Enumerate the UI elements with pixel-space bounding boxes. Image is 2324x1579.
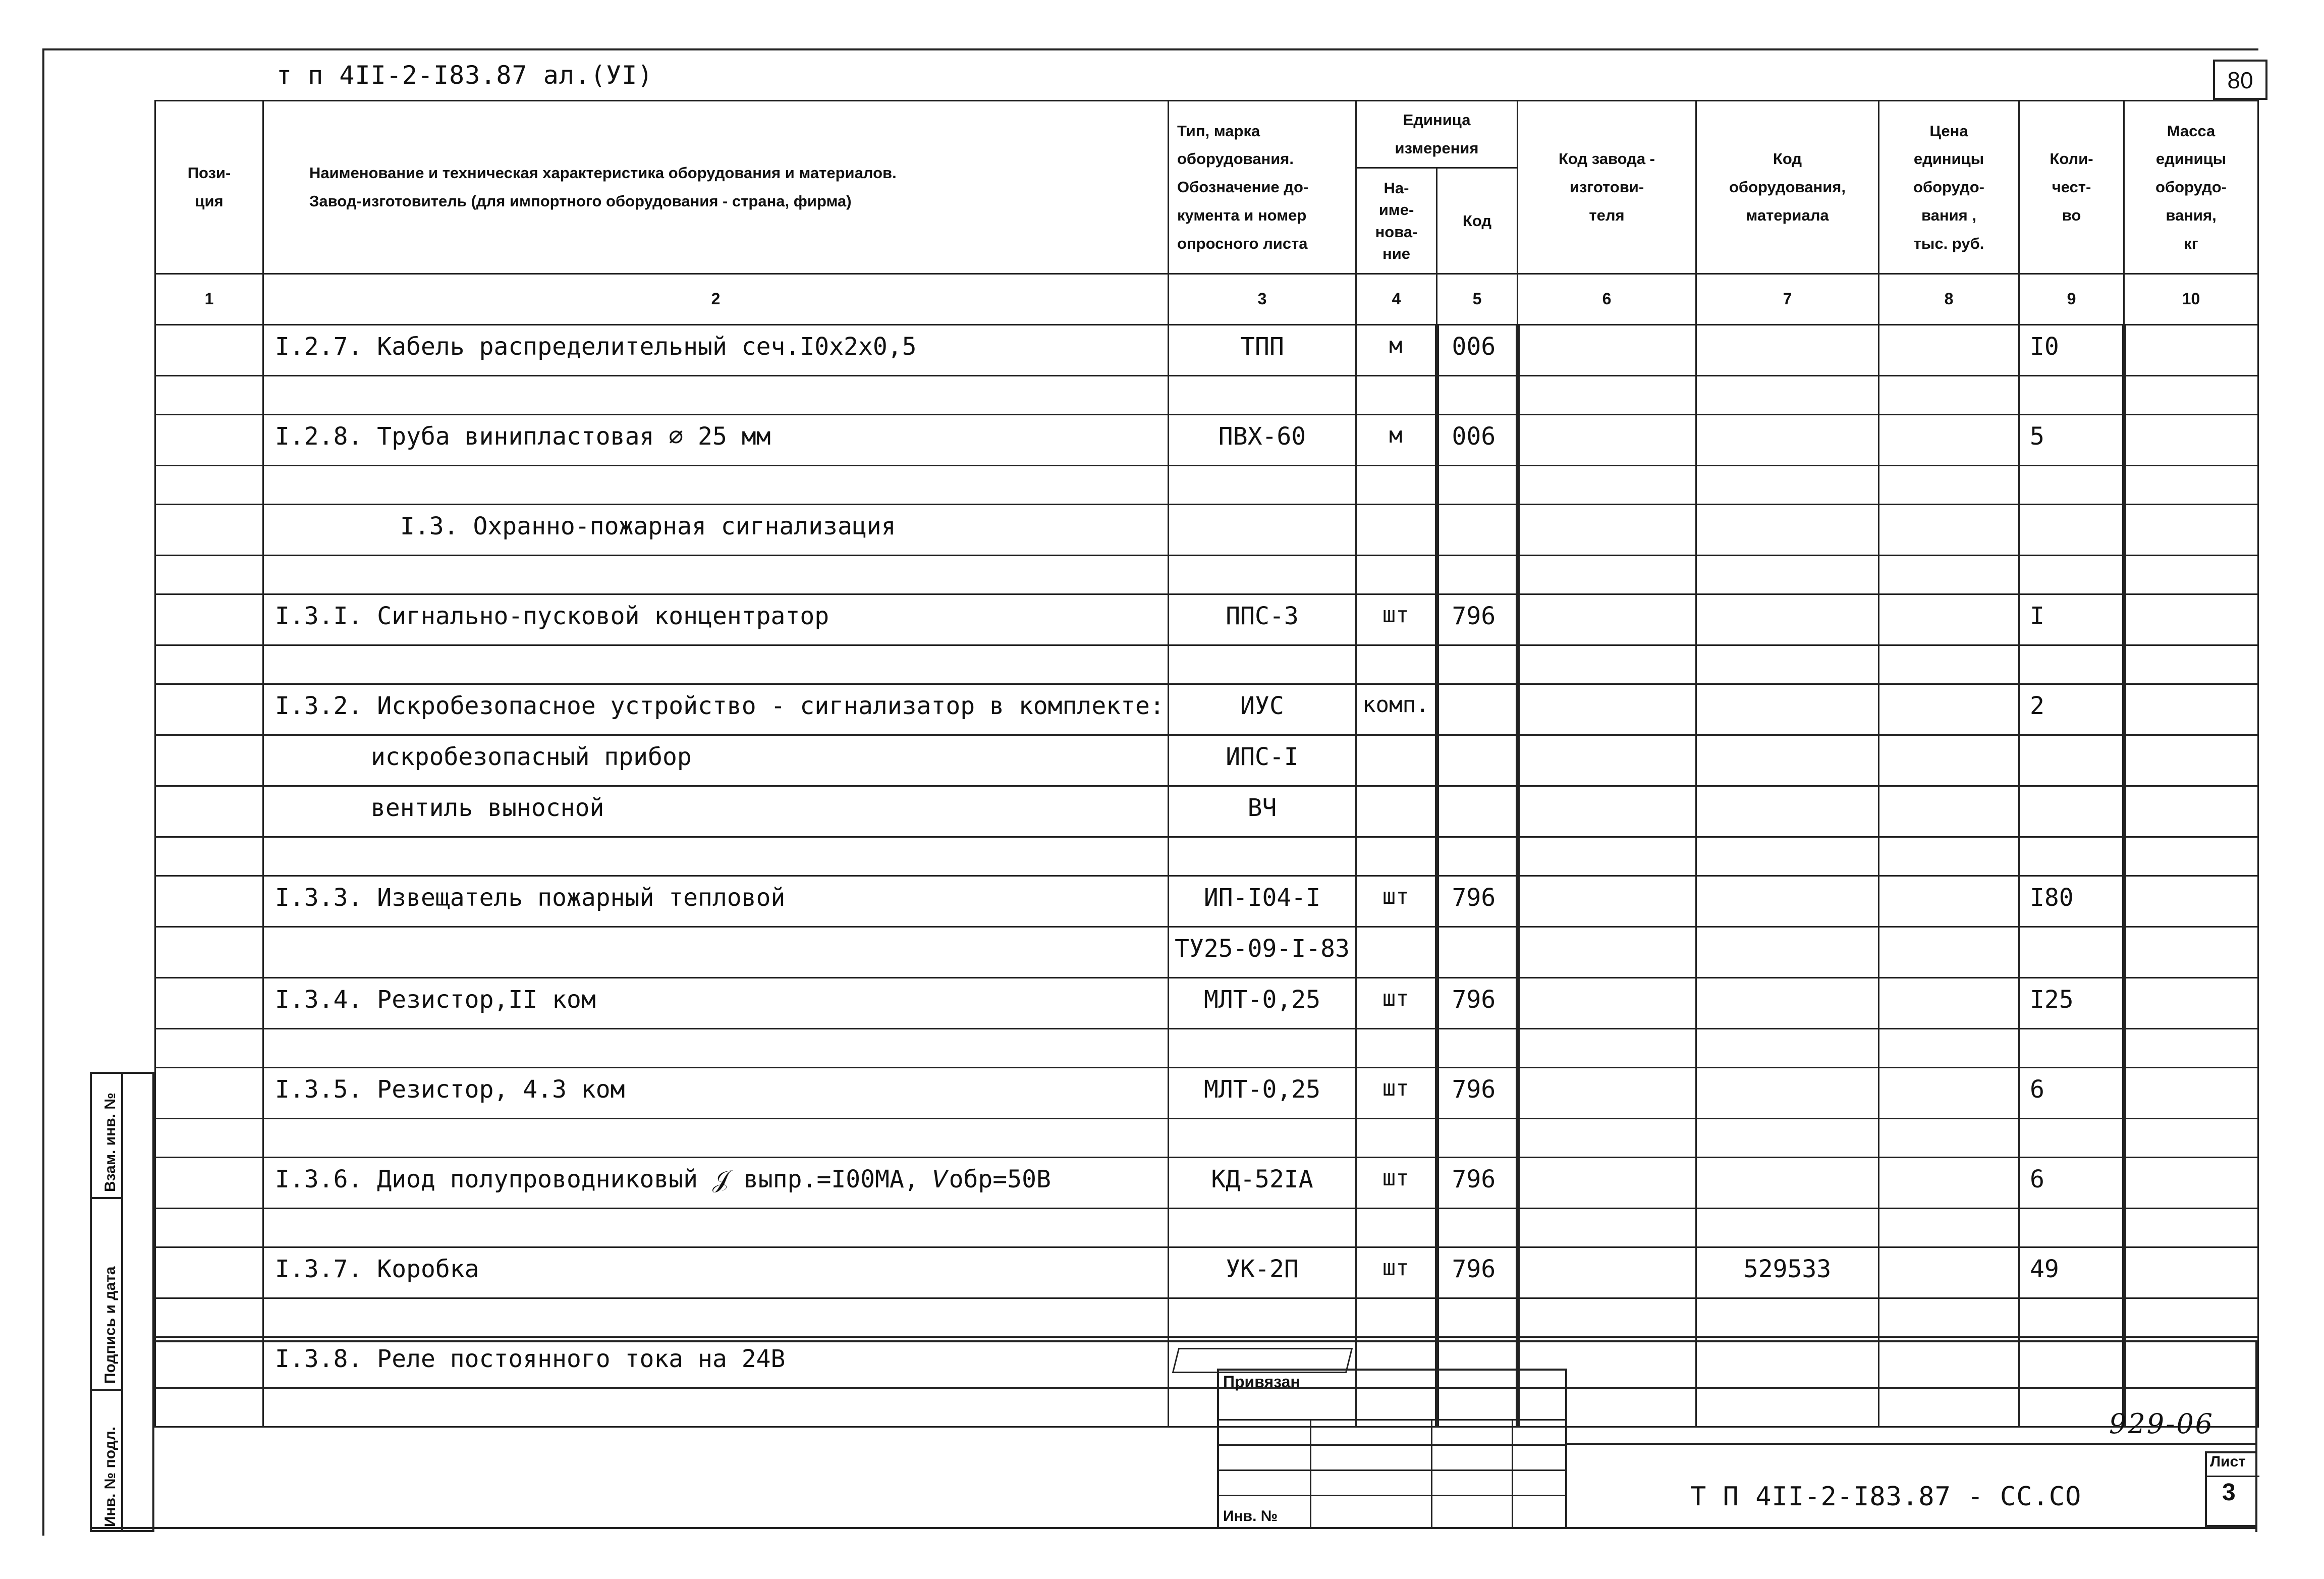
section-row [155, 505, 2258, 556]
item-name: I.3.I. Сигнально-пусковой концентратор [263, 594, 1169, 645]
sub-item-row [155, 735, 2258, 786]
grid-line [1310, 1419, 1311, 1527]
item-type: МЛТ-0,25 [1169, 1068, 1356, 1119]
table-row [155, 876, 2258, 927]
item-unit-code: 796 [1437, 1068, 1518, 1119]
item-type: ИПС-I [1169, 735, 1356, 786]
binding-block [1217, 1369, 1567, 1529]
item-unit: м [1356, 325, 1437, 376]
item-quantity: 6 [2019, 1158, 2124, 1209]
spacer-row [155, 466, 2258, 505]
item-quantity: I [2019, 594, 2124, 645]
replace-inv-cell [92, 1074, 123, 1199]
header-unit-name: На- име- нова- ние [1356, 168, 1437, 274]
spacer-row [155, 1209, 2258, 1247]
item-quantity: I25 [2019, 978, 2124, 1029]
item-type: ПВХ-60 [1169, 415, 1356, 466]
table-row [155, 1247, 2258, 1298]
spacer-row [155, 1029, 2258, 1068]
document-code: Т П 4II-2-I83.87 - СС.СО [1690, 1482, 2082, 1512]
item-quantity: 2 [2019, 684, 2124, 735]
inv-orig-label: Инв. № подл. [102, 1426, 119, 1527]
grid-line [1512, 1419, 1513, 1527]
item-type: ИУС [1169, 684, 1356, 735]
spacer-row [155, 1119, 2258, 1158]
table-row [155, 325, 2258, 376]
sign-date-label: Подпись и дата [102, 1266, 119, 1384]
sub-item-row [155, 786, 2258, 837]
item-spec-doc: ТУ25-09-I-83 [1169, 927, 1356, 978]
inv-orig-cell [92, 1391, 123, 1532]
item-quantity: 49 [2019, 1247, 2124, 1298]
title-block-line [1567, 1443, 2257, 1445]
item-quantity: I80 [2019, 876, 2124, 927]
item-unit-code: 796 [1437, 978, 1518, 1029]
col-num: 8 [1879, 274, 2019, 325]
spacer-row [155, 1298, 2258, 1337]
col-num: 7 [1696, 274, 1879, 325]
col-num: 2 [263, 274, 1169, 325]
header-factory-code: Код завода - изготови- теля [1518, 101, 1696, 274]
item-unit: шт [1356, 594, 1437, 645]
section-title: I.3. Охранно-пожарная сигнализация [263, 505, 1169, 556]
item-quantity: I0 [2019, 325, 2124, 376]
grid-line [1219, 1444, 1565, 1446]
grid-line [1219, 1495, 1565, 1496]
item-unit: шт [1356, 1068, 1437, 1119]
item-unit: шт [1356, 978, 1437, 1029]
grid-line [1219, 1469, 1565, 1471]
col-num: 5 [1437, 274, 1518, 325]
item-unit-code [1437, 684, 1518, 735]
spacer-row [155, 645, 2258, 684]
sheet-label: Лист [2210, 1453, 2246, 1470]
header-name: Наименование и техническая характеристика оборудования и материалов. Завод-изготовитель (для импортного оборудования - страна, фирма) [263, 101, 1169, 274]
side-divider [121, 1072, 123, 1532]
item-type: УК-2П [1169, 1247, 1356, 1298]
item-name: I.3.5. Резистор, 4.3 ком [263, 1068, 1169, 1119]
col-num: 9 [2019, 274, 2124, 325]
spacer-row [155, 376, 2258, 415]
table-row [155, 415, 2258, 466]
grid-line [1431, 1419, 1432, 1527]
item-material-code: 529533 [1696, 1247, 1879, 1298]
item-unit-code: 796 [1437, 1247, 1518, 1298]
item-type: КД-52IА [1169, 1158, 1356, 1209]
header-mass: Масса единицы оборудо- вания, кг [2124, 101, 2258, 274]
item-name: I.3.3. Извещатель пожарный тепловой [263, 876, 1169, 927]
inv-number-label: Инв. № [1223, 1508, 1278, 1524]
document-title: т п 4II-2-I83.87 ал.(УI) [276, 61, 653, 90]
sub-item-name: вентиль выносной [263, 786, 1169, 837]
table-row [155, 1158, 2258, 1209]
grid-line [1219, 1419, 1565, 1421]
header-price: Цена единицы оборудо- вания , тыс. руб. [1879, 101, 2019, 274]
item-unit-code: 006 [1437, 415, 1518, 466]
header-type: Тип, марка оборудования. Обозначение до- кумента и номер опросного листа [1169, 101, 1356, 274]
col-num: 6 [1518, 274, 1696, 325]
item-name: I.3.7. Коробка [263, 1247, 1169, 1298]
spacer-row [155, 1388, 2258, 1427]
drawing-number: 929-06 [2109, 1408, 2215, 1440]
item-unit: м [1356, 415, 1437, 466]
page-number: 80 [2213, 60, 2267, 100]
sign-date-cell [92, 1199, 123, 1391]
grid-line [2207, 1476, 2259, 1477]
item-name: I.3.8. Реле постоянного тока на 24В [263, 1337, 1169, 1388]
table-row [155, 1337, 2258, 1388]
item-name: I.3.2. Искробезопасное устройство - сигнализатор в комплекте: [263, 684, 1169, 735]
col-num: 3 [1169, 274, 1356, 325]
item-unit: комп. [1356, 684, 1437, 735]
item-name: I.3.4. Резистор,II ком [263, 978, 1169, 1029]
item-type: ТПП [1169, 325, 1356, 376]
item-unit: шт [1356, 1247, 1437, 1298]
item-unit-code: 796 [1437, 1158, 1518, 1209]
item-type: ВЧ [1169, 786, 1356, 837]
item-unit-code: 796 [1437, 594, 1518, 645]
item-unit: шт [1356, 876, 1437, 927]
item-quantity: 5 [2019, 415, 2124, 466]
item-name: I.3.6. Диод полупроводниковый 𝒥 выпр.=I00МА, 𝑉обр=50В [263, 1158, 1169, 1209]
item-type: ППС-3 [1169, 594, 1356, 645]
col-num: 10 [2124, 274, 2258, 325]
header-unit-code: Код [1437, 168, 1518, 274]
table-row [155, 684, 2258, 735]
specification-table [154, 100, 2259, 1428]
item-name: I.2.7. Кабель распределительный сеч.I0х2х0,5 [263, 325, 1169, 376]
item-type: МЛТ-0,25 [1169, 978, 1356, 1029]
item-name: I.2.8. Труба винипластовая ∅ 25 мм [263, 415, 1169, 466]
item-unit: шт [1356, 1158, 1437, 1209]
spacer-row [155, 837, 2258, 876]
header-unit: Единица измерения [1356, 101, 1518, 168]
spacer-row [155, 556, 2258, 594]
column-number-row [155, 274, 2258, 325]
bottom-edge-line [90, 1527, 2257, 1529]
header-quantity: Коли- чест- во [2019, 101, 2124, 274]
table-row [155, 1068, 2258, 1119]
sub-item-row [155, 927, 2258, 978]
sheet-number: 3 [2222, 1479, 2236, 1506]
sub-item-name: искробезопасный прибор [263, 735, 1169, 786]
right-edge-line [2255, 1340, 2257, 1532]
item-unit-code: 006 [1437, 325, 1518, 376]
header-position: Пози- ция [155, 101, 263, 274]
bound-label: Привязан [1223, 1373, 1300, 1391]
item-quantity: 6 [2019, 1068, 2124, 1119]
item-type: ИП-I04-I [1169, 876, 1356, 927]
header-material-code: Код оборудования, материала [1696, 101, 1879, 274]
table-row [155, 594, 2258, 645]
table-row [155, 978, 2258, 1029]
item-unit-code: 796 [1437, 876, 1518, 927]
col-num: 1 [155, 274, 263, 325]
col-num: 4 [1356, 274, 1437, 325]
replace-inv-label: Взам. инв. № [102, 1093, 119, 1192]
title-block-top-line [154, 1340, 2257, 1342]
